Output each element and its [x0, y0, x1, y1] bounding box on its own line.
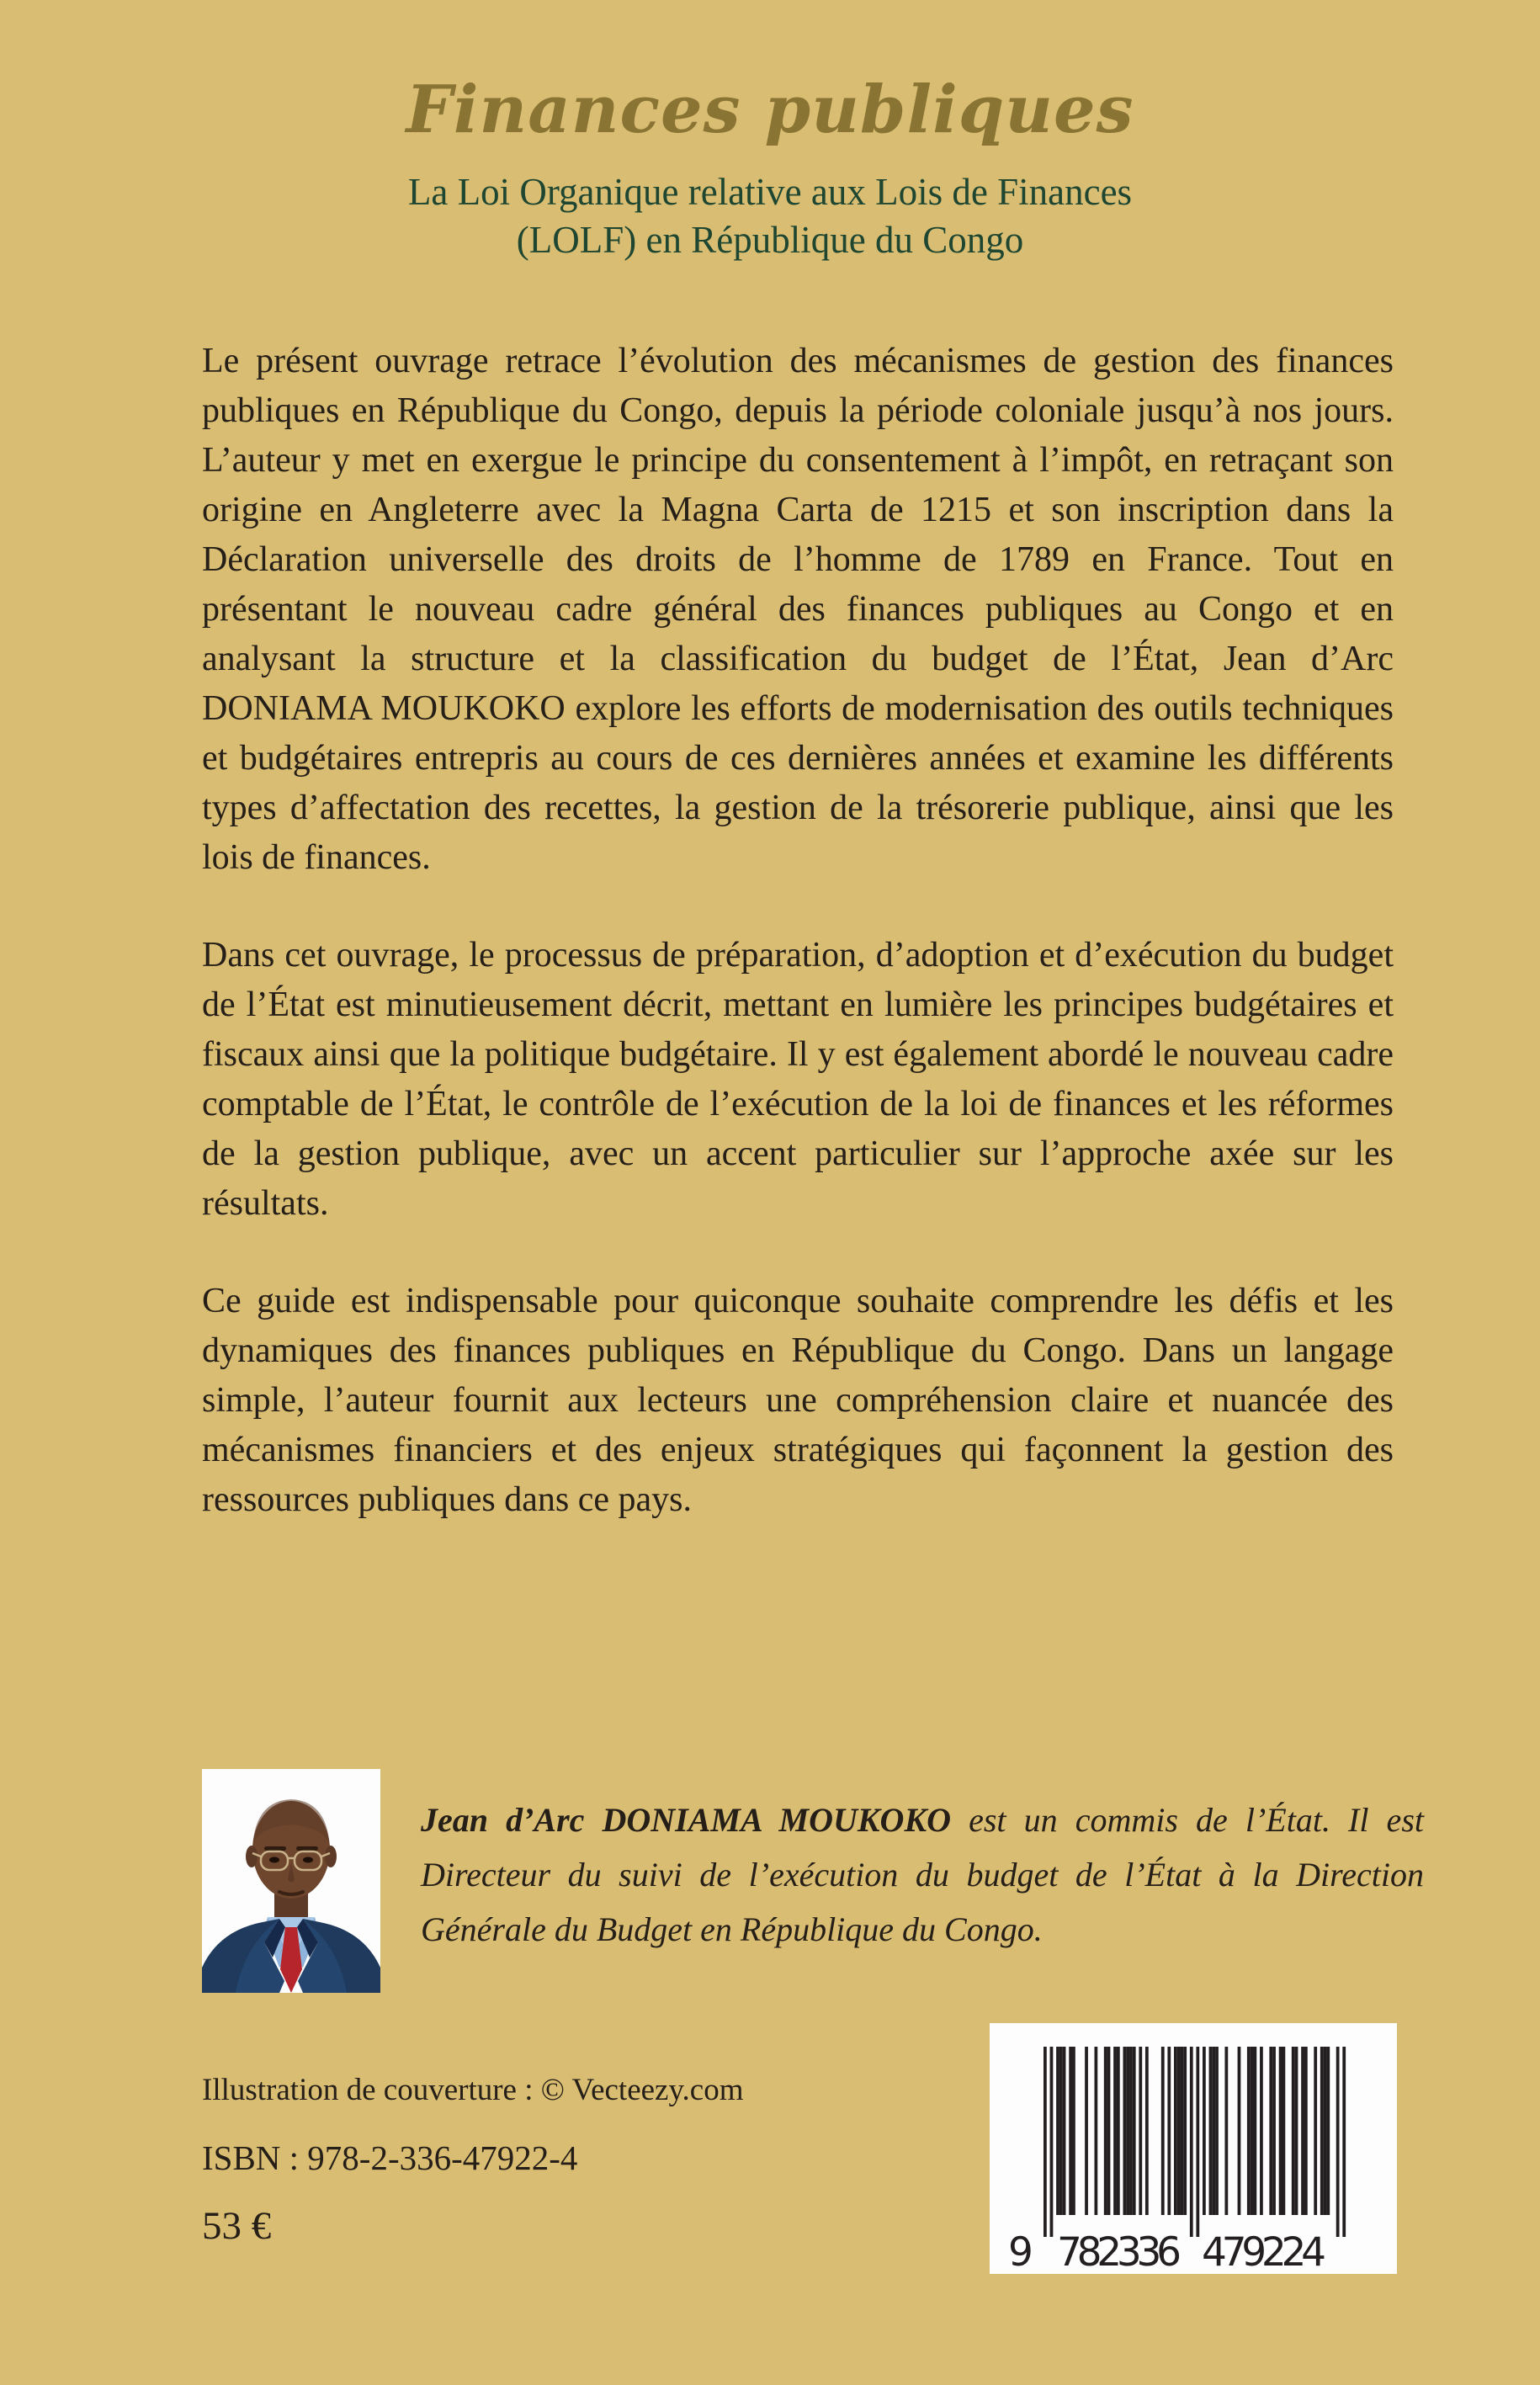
book-subtitle	[0, 168, 1540, 264]
barcode	[990, 2023, 1397, 2274]
synopsis	[202, 337, 1394, 1525]
svg-text:782336: 782336	[1057, 2229, 1182, 2274]
svg-text:479224: 479224	[1202, 2229, 1326, 2274]
synopsis-paragraph-3: Ce guide est indispensable pour quiconque souhaite comprendre les défis et les dynamiques des finances publiques en République du Congo. Dans un langage simple, l’auteur fournit aux lecteurs une compréhension claire et nuancée des mécanismes financiers et des enjeux stratégiques qui façonnent la gestion des ressources publiques dans ce pays.	[202, 1282, 1394, 1519]
author-portrait-illustration	[202, 1769, 380, 1993]
synopsis-paragraph-1: Le présent ouvrage retrace l’évolution des mécanismes de gestion des finances publiques en République du Congo, depuis la période coloniale jusqu’à nos jours. L’auteur y met en exergue le principe du consentement à l’impôt, en retraçant son origine en Angleterre avec la Magna Carta de 1215 et son inscription dans la Déclaration universelle des droits de l’homme de 1789 en France. Tout en présentant le nouveau cadre général des finances publiques au Congo et en analysant la structure et la classification du budget de l’État, Jean d’Arc DONIAMA MOUKOKO explore les efforts de modernisation des outils techniques et budgétaires entrepris au cours de ces dernières années et examine les différents types d’affectation des recettes, la gestion de la trésorerie publique, ainsi que les lois de finances.	[202, 342, 1394, 877]
author-bio	[421, 1793, 1424, 1957]
author-name: Jean d’Arc DONIAMA MOUKOKO	[421, 1801, 952, 1839]
author-bio-text: est un commis de l’État. Il est Directeur du suivi de l’exécution du budget de l’État à la Direction Générale du Budget en République du Congo.	[421, 1801, 1424, 1948]
price: 53 €	[202, 2204, 272, 2248]
book-title: Finances publiques	[406, 72, 1134, 148]
cover-illustration-credit: Illustration de couverture : © Vecteezy.com	[202, 2073, 744, 2107]
barcode-graphic	[990, 2023, 1397, 2274]
subtitle-line-2: (LOLF) en République du Congo	[516, 219, 1024, 261]
synopsis-paragraph-2: Dans cet ouvrage, le processus de préparation, d’adoption et d’exécution du budget de l’État est minutieusement décrit, mettant en lumière les principes budgétaires et fiscaux ainsi que la politique budgétaire. Il y est également abordé le nouveau cadre comptable de l’État, le contrôle de l’exécution de la loi de finances et les réformes de la gestion publique, avec un accent particulier sur l’approche axée sur les résultats.	[202, 936, 1394, 1223]
svg-text:9: 9	[1008, 2229, 1033, 2274]
isbn: ISBN : 978-2-336-47922-4	[202, 2138, 578, 2177]
author-photo	[202, 1769, 380, 1993]
subtitle-line-1: La Loi Organique relative aux Lois de Finances	[407, 171, 1133, 213]
